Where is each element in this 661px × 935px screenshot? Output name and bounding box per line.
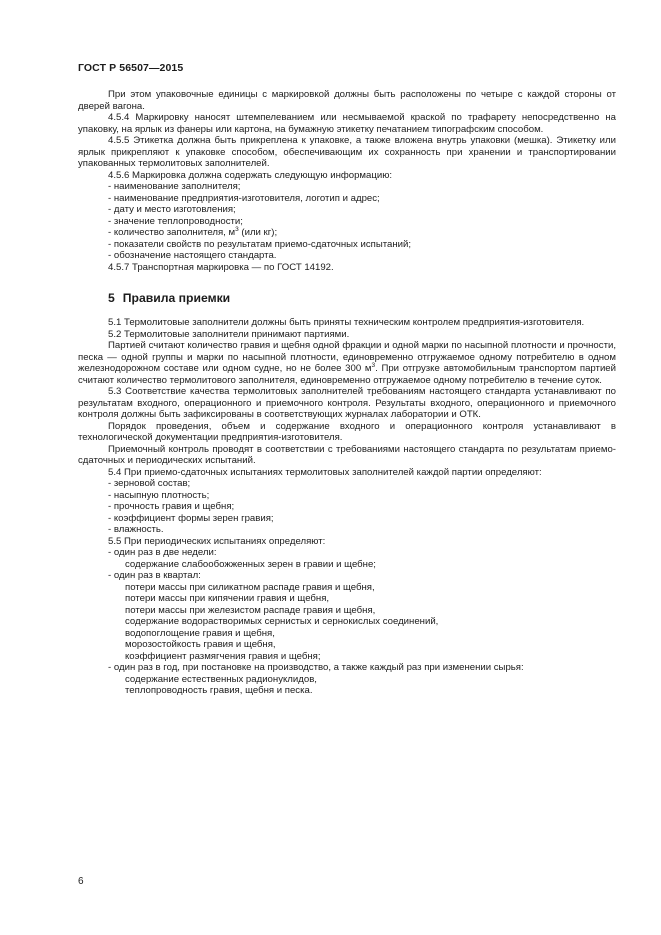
list-item: - наименование заполнителя;	[108, 181, 241, 192]
paragraph-text-tail: . При отгрузке автомобильным транспортом партией считают количество термолитового заполнителя, единовременно отгружаемое одному потребителю в течение суток.	[78, 363, 616, 386]
paragraph-4-5-6: 4.5.6 Маркировка должна содержать следующую информацию:	[108, 169, 393, 181]
list-item-text: - количество заполнителя, м	[108, 227, 236, 238]
paragraph-acceptance: Приемочный контроль проводят в соответствии с требованиями настоящего стандарта по результатам приемо-сдаточных и периодических испытаний.	[78, 443, 616, 466]
list-item: - наименование предприятия-изготовителя, логотип и адрес;	[108, 192, 380, 204]
sub-list-item: водопоглощение гравия и щебня,	[125, 627, 275, 639]
paragraph-5-1: 5.1 Термолитовые заполнители должны быть приняты техническим контролем предприятия-изготовителя.	[108, 317, 585, 328]
paragraph-4-5-7: 4.5.7 Транспортная маркировка — по ГОСТ 14192.	[108, 261, 334, 273]
list-item: - один раз в год, при постановке на производство, а также каждый раз при изменении сырья:	[108, 662, 524, 673]
sub-list-item: потери массы при железистом распаде гравия и щебня,	[125, 604, 376, 616]
list-item	[78, 227, 616, 239]
sub-list-item: потери массы при силикатном распаде гравия и щебня,	[125, 581, 375, 593]
sub-list-item: содержание водорастворимых сернистых и сернокислых соединений,	[125, 616, 439, 627]
sub-list-item: содержание слабообожженных зерен в гравии и щебне;	[125, 558, 376, 570]
paragraph-order: Порядок проведения, объем и содержание входного и операционного контроля устанавливают в технологической документации предприятия-изготовителя.	[78, 420, 616, 443]
page-number: 6	[78, 876, 84, 887]
paragraph-5-5: 5.5 При периодических испытаниях определяют:	[108, 535, 326, 547]
paragraph-4-5-4: 4.5.4 Маркировку наносят штемпелеванием или несмываемой краской по трафарету непосредственно на упаковку, на ярлык из фанеры или картона, на бумажную этикетку печатанием типографским способом.	[78, 112, 616, 135]
paragraph-party	[78, 340, 616, 386]
sub-list-item: потери массы при кипячении гравия и щебня,	[125, 593, 330, 604]
paragraph-5-2: 5.2 Термолитовые заполнители принимают партиями.	[108, 328, 350, 340]
paragraph-5-3: 5.3 Соответствие качества термолитовых заполнителей требованиям настоящего стандарта устанавливают по результатам входного, операционного и приемочного контроля. Результаты входного, операционного и приемочного контроля должны быть зафиксированы в соответствующих журналах лаборатории и ОТК.	[78, 386, 616, 420]
list-item: - один раз в квартал:	[108, 570, 201, 581]
page-content	[78, 89, 616, 697]
list-item: - прочность гравия и щебня;	[108, 501, 235, 512]
paragraph-4-5-5: 4.5.5 Этикетка должна быть прикреплена к упаковке, а также вложена внутрь упаковки (мешка). Этикетку или ярлык прикрепляют к упаковке способом, обеспечивающим их сохранность при хранении и транспортировании упакованных термолитовых заполнителей.	[78, 135, 616, 169]
list-item: - обозначение настоящего стандарта.	[108, 250, 277, 261]
list-item: - значение теплопроводности;	[108, 215, 243, 227]
superscript: 3	[371, 361, 376, 369]
list-item-text-tail: (или кг);	[238, 227, 278, 238]
section-title: Правила приемки	[122, 291, 231, 305]
list-item: - один раз в две недели:	[108, 547, 217, 558]
list-item: - показатели свойств по результатам приемо-сдаточных испытаний;	[108, 238, 412, 250]
document-header: ГОСТ Р 56507—2015	[78, 62, 184, 74]
sub-list-item: теплопроводность гравия, щебня и песка.	[125, 685, 313, 696]
paragraph: При этом упаковочные единицы с маркировкой должны быть расположены по четыре с каждой стороны от дверей вагона.	[78, 89, 616, 112]
superscript: 3	[235, 225, 239, 233]
sub-list-item: содержание естественных радионуклидов,	[125, 673, 317, 685]
list-item: - насыпную плотность;	[108, 489, 210, 501]
sub-list-item: морозостойкость гравия и щебня,	[125, 639, 276, 650]
list-item: - дату и место изготовления;	[108, 204, 236, 215]
section-number: 5	[108, 291, 115, 305]
list-item: - зерновой состав;	[108, 478, 191, 489]
paragraph-text: Партией считают количество гравия и щебня одной фракции и одной марки по насыпной плотности и прочности, песка — одной группы и марки по насыпной плотности, единовременно отгружаемое одному потребителю в одном железнодорожном составе или одном судне, но не более 300 м	[78, 340, 616, 374]
list-item: - влажность.	[108, 524, 164, 535]
list-item: - коэффициент формы зерен гравия;	[108, 512, 274, 524]
paragraph-5-4: 5.4 При приемо-сдаточных испытаниях термолитовых заполнителей каждой партии определяют:	[108, 466, 542, 478]
section-heading	[78, 291, 616, 306]
sub-list-item: коэффициент размягчения гравия и щебня;	[125, 650, 321, 662]
